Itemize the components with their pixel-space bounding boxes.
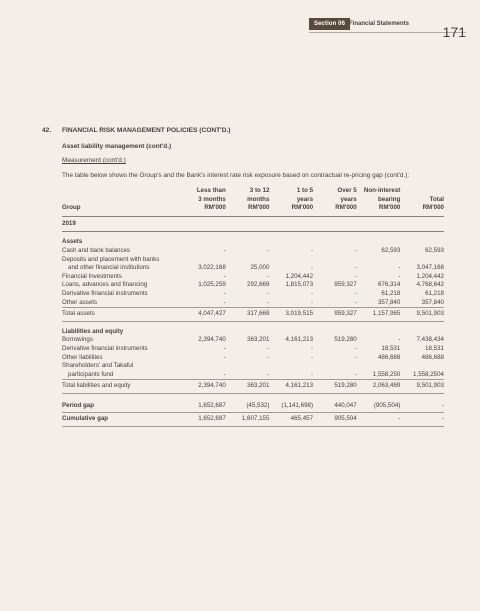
row-label: Loans, advances and financing — [62, 281, 148, 289]
cell-value: 4,047,427 — [182, 308, 226, 322]
row-label: Cumulative gap — [62, 413, 182, 427]
cell-value: 1,558,2504 — [413, 370, 444, 378]
cell-value: - — [223, 246, 226, 254]
page-number: 171 — [442, 24, 466, 40]
row-label: Deposits and placement with banks — [62, 255, 160, 263]
col-header: Total RM'000 — [400, 187, 444, 216]
cell-value: 676,314 — [377, 281, 401, 289]
cell-value: 2,394,740 — [198, 336, 226, 344]
cell-value: 465,457 — [269, 413, 313, 427]
cell-value: 7,438,434 — [416, 336, 444, 344]
period-gap-row — [62, 400, 444, 413]
cell-value: 61,218 — [381, 289, 401, 297]
cell-value: 357,840 — [377, 298, 401, 306]
cell-value: 1,607,155 — [226, 413, 270, 427]
measurement-heading: Measurement (cont'd.) — [62, 157, 126, 164]
cell-value: (45,532) — [226, 400, 270, 413]
cell-value: 62,593 — [425, 246, 444, 254]
col-header: 3 to 12 months RM'000 — [226, 187, 270, 216]
cell-value: - — [354, 353, 357, 361]
table-row — [62, 273, 444, 282]
section-row — [62, 232, 444, 247]
cell-value: - — [354, 344, 357, 352]
cell-value: - — [267, 344, 270, 352]
cell-value: - — [354, 289, 357, 297]
col-header: Non-interest bearing RM'000 — [357, 187, 401, 216]
cell-value: - — [310, 246, 314, 254]
cell-value: 1,204,442 — [416, 272, 444, 280]
cell-value: 1,815,073 — [285, 281, 314, 289]
cell-value: 9,501,903 — [400, 380, 444, 394]
cell-value: - — [400, 400, 444, 413]
cell-value: 440,047 — [313, 400, 357, 413]
cell-value: - — [223, 272, 226, 280]
intro-text: The table below shows the Group's and the Bank's interest rate risk exposure based on contractual re-pricing gap (cont'd.): — [62, 172, 410, 179]
cell-value: - — [354, 264, 357, 272]
cell-value: - — [267, 370, 270, 378]
total-assets-row — [62, 308, 444, 322]
cell-value: 3,047,168 — [416, 264, 444, 272]
cell-value: 2,394,740 — [182, 380, 226, 394]
table-header-row — [62, 187, 444, 216]
cell-value: 3,019,515 — [269, 308, 313, 322]
cell-value: 317,669 — [226, 308, 270, 322]
table-row — [62, 247, 444, 256]
year-row — [62, 216, 444, 232]
repricing-gap-table — [62, 187, 444, 427]
cell-value: - — [398, 264, 401, 272]
cell-value: 4,161,213 — [269, 380, 313, 394]
table-row-label-line — [62, 256, 444, 265]
cell-value: 18,531 — [381, 344, 401, 352]
cell-value: - — [223, 289, 226, 297]
row-label: Derivative financial instruments — [62, 344, 148, 352]
cell-value: - — [357, 413, 401, 427]
total-liabilities-row — [62, 380, 444, 394]
cell-value: 959,327 — [313, 308, 357, 322]
cell-value: 3,022,168 — [198, 264, 226, 272]
cumulative-gap-row — [62, 413, 444, 427]
cell-value: 9,501,903 — [400, 308, 444, 322]
assets-label: Assets — [62, 238, 83, 246]
table-row — [62, 354, 444, 363]
table-row — [62, 299, 444, 308]
row-label: Other assets — [62, 298, 98, 306]
cell-value: - — [310, 353, 314, 361]
cell-value: - — [354, 272, 357, 280]
cell-value: 357,840 — [421, 298, 444, 306]
cell-value: 4,768,642 — [416, 281, 444, 289]
cell-value: - — [354, 370, 357, 378]
cell-value: 519,280 — [313, 380, 357, 394]
cell-value: - — [354, 246, 357, 254]
cell-value: - — [310, 298, 314, 306]
cell-value: - — [267, 298, 270, 306]
cell-value: - — [267, 353, 270, 361]
col-header: Less than 3 months RM'000 — [182, 187, 226, 216]
row-label: Total liabilities and equity — [62, 380, 182, 394]
year-label: 2019 — [62, 216, 444, 232]
cell-value: 959,327 — [334, 281, 357, 289]
cell-value: 18,531 — [425, 344, 444, 352]
col-header: 1 to 5 years RM'000 — [269, 187, 313, 216]
cell-value: - — [267, 272, 270, 280]
cell-value: 4,161,213 — [285, 336, 314, 344]
note-title: FINANCIAL RISK MANAGEMENT POLICIES (CONT'D.) — [62, 127, 231, 134]
cell-value: - — [400, 413, 444, 427]
cell-value: 61,218 — [425, 289, 444, 297]
cell-value: - — [267, 289, 270, 297]
table-row — [62, 290, 444, 299]
table-row — [62, 264, 444, 273]
table-row — [62, 345, 444, 354]
cell-value: - — [223, 344, 226, 352]
row-label: and other financial institutions — [68, 264, 150, 272]
cell-value: 519,280 — [334, 336, 357, 344]
row-label: Other liabilities — [62, 353, 103, 361]
section-label: Liabilities and equity — [62, 327, 124, 335]
row-label: participants fund — [68, 370, 114, 378]
cell-value: - — [310, 344, 314, 352]
table-row — [62, 281, 444, 290]
liabilities-section-row — [62, 321, 444, 336]
row-label: Total assets — [62, 308, 182, 322]
section-tag: Section 06 — [309, 18, 350, 30]
table-row — [62, 336, 444, 345]
cell-value: - — [398, 272, 401, 280]
cell-value: 363,201 — [247, 336, 270, 344]
row-label: Borrowings — [62, 336, 93, 344]
cell-value: 486,688 — [421, 353, 444, 361]
cell-value: 905,504 — [313, 413, 357, 427]
group-header: Group — [62, 187, 182, 216]
cell-value: 1,157,965 — [357, 308, 401, 322]
cell-value: 1,204,442 — [285, 272, 314, 280]
cell-value: - — [223, 353, 226, 361]
cell-value: 25,000 — [250, 264, 270, 272]
cell-value: 363,201 — [226, 380, 270, 394]
row-label: Cash and bank balances — [62, 246, 131, 254]
note-subtitle: Asset liability management (cont'd.) — [62, 143, 172, 150]
table-row — [62, 371, 444, 380]
cell-value: 1,652,687 — [182, 400, 226, 413]
col-header: Over 5 years RM'000 — [313, 187, 357, 216]
cell-value: 1,558,250 — [372, 370, 401, 378]
table-row-label-line — [62, 362, 444, 371]
cell-value: 292,669 — [247, 281, 270, 289]
cell-value: - — [267, 246, 270, 254]
cell-value: - — [310, 264, 314, 272]
cell-value: 486,688 — [377, 353, 401, 361]
cell-value: - — [223, 370, 226, 378]
cell-value: (1,141,698) — [269, 400, 313, 413]
row-label: Derivative financial instruments — [62, 289, 148, 297]
cell-value: 62,593 — [381, 246, 401, 254]
cell-value: - — [354, 298, 357, 306]
cell-value: 2,063,469 — [357, 380, 401, 394]
section-title: Financial Statements — [349, 21, 410, 27]
cell-value: - — [398, 336, 401, 344]
cell-value: - — [223, 298, 226, 306]
note-number: 42. — [42, 127, 52, 134]
cell-value: - — [310, 370, 314, 378]
cell-value: 1,652,687 — [182, 413, 226, 427]
row-label: Shareholders' and Takaful — [62, 362, 134, 370]
row-label: Financial Investments — [62, 272, 122, 280]
cell-value: 1,025,259 — [198, 281, 226, 289]
row-label: Period gap — [62, 400, 182, 413]
cell-value: - — [310, 289, 314, 297]
cell-value: (905,504) — [357, 400, 401, 413]
